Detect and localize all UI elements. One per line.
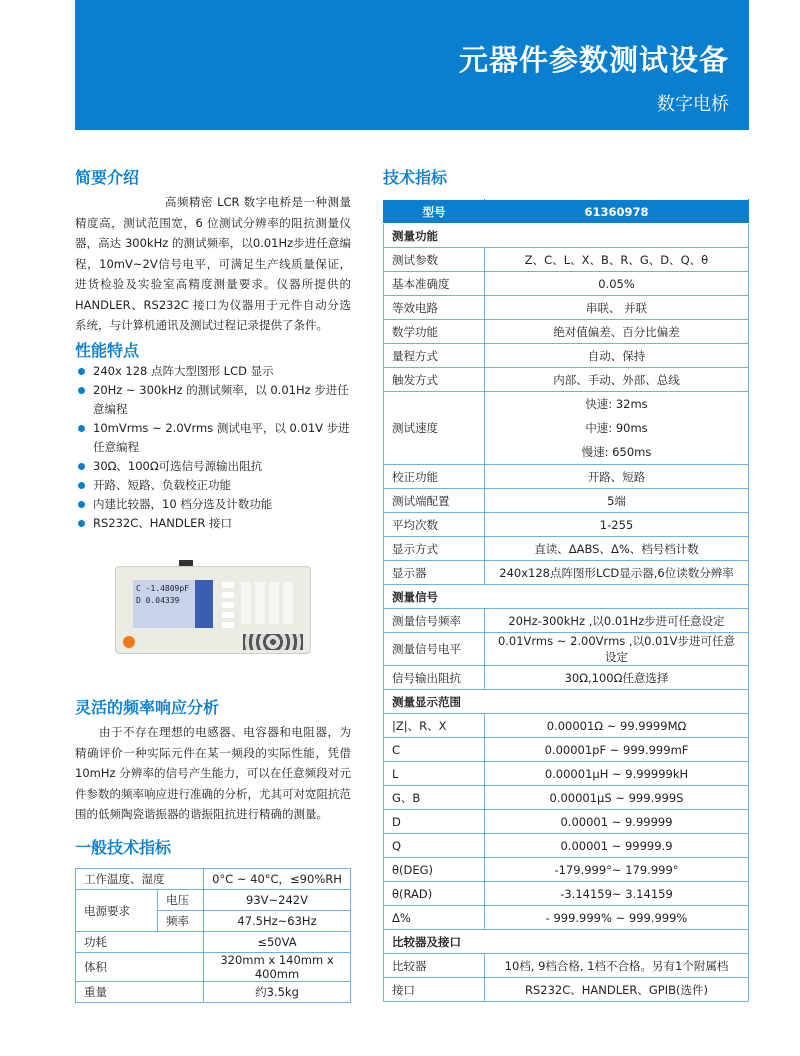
cell-value: 0.00001 ~ 9.99999: [485, 810, 749, 834]
cell-value: 开路、短路: [485, 465, 749, 489]
intro-heading: 简要介绍: [75, 168, 140, 187]
table-row: [384, 489, 749, 513]
cell-label: 显示器: [384, 561, 485, 585]
features-heading: 性能特点: [75, 341, 140, 360]
specs-table: [383, 199, 749, 1002]
table-row: [384, 786, 749, 810]
cell-label: 体积: [76, 953, 204, 982]
cell-value: 320mm x 140mm x 400mm: [204, 953, 351, 982]
freq-analysis-heading: 灵活的频率响应分析: [75, 698, 220, 717]
cell-value: [485, 392, 749, 465]
list-item: RS232C、HANDLER 接口: [75, 514, 355, 533]
section-title: 比较器及接口: [384, 930, 749, 954]
cell-value: 5端: [485, 489, 749, 513]
cell-value: ≤50VA: [204, 932, 351, 953]
lcd-line-2: D 0.04339: [136, 596, 180, 605]
table-row: [384, 537, 749, 561]
table-row: [384, 296, 749, 320]
cell-value: 内部、手动、外部、总线: [485, 368, 749, 392]
table-row: [76, 932, 351, 953]
freq-analysis-text: 由于不存在理想的电感器、电容器和电阻器，为精确评价一种实际元件在某一频段的实际性能，凭借 10mHz 分辨率的信号产生能力，可以在任意频段对元件参数的频率响应进行准确的分析，尤其可对宽阻抗范围的低频陶瓷谐振器的谐振阻抗进行精确的测量。: [75, 725, 351, 821]
list-item: 10mVrms ~ 2.0Vrms 测试电平，以 0.01V 步进任意编程: [75, 419, 355, 457]
section-row: [384, 690, 749, 714]
cell-value: 10档, 9档合格, 1档不合格。另有1个附属档: [485, 954, 749, 978]
table-row: [384, 762, 749, 786]
table-row: [384, 834, 749, 858]
cell-value: 自动、保持: [485, 344, 749, 368]
cell-label: D: [384, 810, 485, 834]
table-row: [384, 368, 749, 392]
cell-label: 频率: [158, 911, 204, 932]
intro-text: 高频精密 LCR 数字电桥是一种测量精度高，测试范围宽，6 位测试分辨率的阻抗测量仪器，高达 300kHz 的测试频率，以0.01Hz步进任意编程，10mV~2V信号电平，可满足生产线质量保证，进货检验及实验室高精度测量要求。仪器所提供的HANDLER、RS232C 接口为仪器用于元件自动分选系统，与计算机通讯及测试过程记录提供了条件。: [75, 195, 351, 332]
cell-value: 1-255: [485, 513, 749, 537]
cell-value: -3.14159~ 3.14159: [485, 882, 749, 906]
cell-label: 测量信号电平: [384, 633, 485, 666]
cell-value: 绝对值偏差、百分比偏差: [485, 320, 749, 344]
header-banner: [75, 0, 749, 130]
cell-label: 数学功能: [384, 320, 485, 344]
table-row: [384, 392, 749, 465]
cell-label: L: [384, 762, 485, 786]
features-list: [75, 362, 355, 533]
cell-value: 0.05%: [485, 272, 749, 296]
cell-value: 0.00001pF ~ 999.999mF: [485, 738, 749, 762]
cell-value: Z、C、L、X、B、R、G、D、Q、θ: [485, 248, 749, 272]
cell-label: θ(RAD): [384, 882, 485, 906]
cell-label: 测试端配置: [384, 489, 485, 513]
table-row: [76, 982, 351, 1003]
table-row: [76, 869, 351, 890]
list-item: 20Hz ~ 300kHz 的测试频率，以 0.01Hz 步进任意编程: [75, 381, 355, 419]
general-specs-heading: 一般技术指标: [75, 838, 172, 857]
cell-label: 测试速度: [384, 392, 485, 465]
cell-label: 重量: [76, 982, 204, 1003]
cell-label: 信号输出阻抗: [384, 666, 485, 690]
cell-value: 串联、 并联: [485, 296, 749, 320]
cell-value: 0.00001 ~ 99999.9: [485, 834, 749, 858]
cell-label: 显示方式: [384, 537, 485, 561]
section-title: 测量信号: [384, 585, 749, 609]
cell-label: 接口: [384, 978, 485, 1002]
table-row: [384, 344, 749, 368]
cell-label: 工作温度、湿度: [76, 869, 204, 890]
cell-label: 功耗: [76, 932, 204, 953]
table-row: [384, 978, 749, 1002]
cell-label: Δ%: [384, 906, 485, 930]
cell-value: 约3.5kg: [204, 982, 351, 1003]
list-item: 开路、短路、负载校正功能: [75, 476, 355, 495]
section-title: 测量功能: [384, 224, 749, 248]
model-label: 型号: [384, 200, 485, 224]
table-row: [384, 666, 749, 690]
lcr-meter-image: [115, 560, 311, 660]
cell-label: 平均次数: [384, 513, 485, 537]
cell-label: 触发方式: [384, 368, 485, 392]
cell-value: 30Ω,100Ω任意选择: [485, 666, 749, 690]
table-row: [76, 890, 351, 911]
table-row: [76, 953, 351, 982]
cell-value: - 999.999% ~ 999.999%: [485, 906, 749, 930]
cell-label: 基本准确度: [384, 272, 485, 296]
section-row: [384, 224, 749, 248]
list-item: 30Ω、100Ω可选信号源输出阻抗: [75, 457, 355, 476]
cell-label: 测试参数: [384, 248, 485, 272]
table-row: [384, 858, 749, 882]
table-row: [384, 248, 749, 272]
cell-label: G、B: [384, 786, 485, 810]
cell-value: 0°C ~ 40°C，≤90%RH: [204, 869, 351, 890]
table-row: [384, 633, 749, 666]
cell-value: 240x128点阵图形LCD显示器,6位读数分辨率: [485, 561, 749, 585]
cell-label: Q: [384, 834, 485, 858]
table-row: [384, 272, 749, 296]
table-row: [384, 465, 749, 489]
cell-value: 20Hz-300kHz ,以0.01Hz步进可任意设定: [485, 609, 749, 633]
table-row: [384, 714, 749, 738]
table-row: [384, 320, 749, 344]
list-item: 240x 128 点阵大型图形 LCD 显示: [75, 362, 355, 381]
table-row: [384, 561, 749, 585]
table-row: [384, 954, 749, 978]
speed-slow: 慢速: 650ms: [581, 445, 652, 459]
table-row: [384, 882, 749, 906]
table-row: [384, 906, 749, 930]
list-item: 内建比较器，10 档分选及计数功能: [75, 495, 355, 514]
cell-value: 直读、ΔABS、Δ%、档号档计数: [485, 537, 749, 561]
cell-value: RS232C、HANDLER、GPIB(选件): [485, 978, 749, 1002]
model-value: 61360978: [485, 200, 749, 224]
table-row: [384, 513, 749, 537]
section-title: 测量显示范围: [384, 690, 749, 714]
cell-value: -179.999°~ 179.999°: [485, 858, 749, 882]
cell-label: 等效电路: [384, 296, 485, 320]
table-row: [384, 738, 749, 762]
cell-label: 测量信号频率: [384, 609, 485, 633]
lcd-line-1: C -1.4809pF: [136, 584, 189, 593]
cell-label: 比较器: [384, 954, 485, 978]
cell-label: 校正功能: [384, 465, 485, 489]
cell-value: 0.00001μH ~ 9.99999kH: [485, 762, 749, 786]
table-row: [384, 810, 749, 834]
cell-label: 电压: [158, 890, 204, 911]
specs-heading: 技术指标: [383, 168, 448, 187]
section-row: [384, 585, 749, 609]
table-header-row: [384, 200, 749, 224]
cell-value: 47.5Hz~63Hz: [204, 911, 351, 932]
cell-value: 93V~242V: [204, 890, 351, 911]
general-specs-table: [75, 868, 351, 1003]
cell-label: 量程方式: [384, 344, 485, 368]
cell-label: θ(DEG): [384, 858, 485, 882]
page-subtitle: 数字电桥: [657, 94, 729, 115]
page-title: 元器件参数测试设备: [458, 43, 729, 77]
cell-label: C: [384, 738, 485, 762]
cell-value: 0.00001Ω ~ 99.9999MΩ: [485, 714, 749, 738]
speed-fast: 快速: 32ms: [585, 397, 648, 411]
section-row: [384, 930, 749, 954]
speed-mid: 中速: 90ms: [585, 421, 648, 435]
cell-label: |Z|、R、X: [384, 714, 485, 738]
cell-value: 0.01Vrms ~ 2.00Vrms ,以0.01V步进可任意设定: [485, 633, 749, 666]
cell-value: 0.00001μS ~ 999.999S: [485, 786, 749, 810]
cell-label: 电源要求: [76, 890, 158, 932]
table-row: [384, 609, 749, 633]
